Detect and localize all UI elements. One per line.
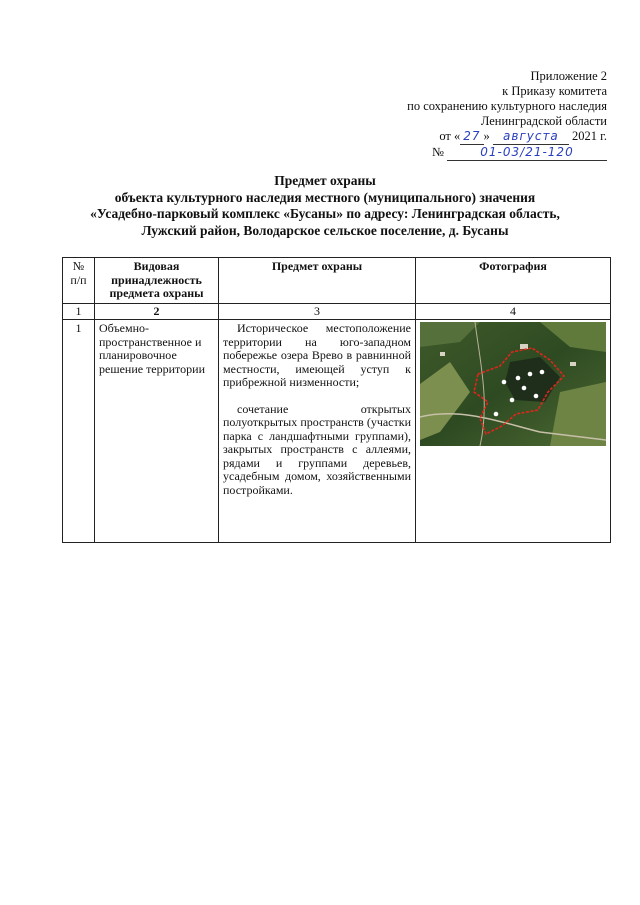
header-category: Видовая принадлежность предмета охраны: [95, 258, 219, 304]
protection-subject-table: [62, 257, 611, 543]
title-line-2: объекта культурного наследия местного (муниципального) значения: [114, 189, 536, 205]
appendix-line-1: Приложение 2: [530, 69, 607, 83]
number-prefix: №: [431, 145, 444, 159]
date-day-handwritten: 27: [460, 129, 483, 145]
header-number: № п/п: [63, 258, 95, 304]
column-number-2: 2: [95, 303, 219, 320]
date-mid: »: [483, 129, 490, 143]
date-month-handwritten: августа: [493, 129, 569, 145]
date-year: 2021 г.: [572, 129, 607, 143]
order-date: [407, 129, 607, 145]
subject-paragraph-1: Историческое местоположение территории на юго-западном побережье озера Врево в равнинной местности, имеющей уступ к прибрежной низменности;: [223, 321, 411, 389]
appendix-line-4: Ленинградской области: [480, 114, 607, 128]
header-photo: Фотография: [416, 258, 611, 304]
order-number: [407, 145, 607, 161]
row-photo: [416, 320, 611, 543]
appendix-line-2: к Приказу комитета: [502, 84, 607, 98]
document-title: [40, 173, 610, 239]
date-prefix: от «: [439, 129, 461, 143]
header-subject: Предмет охраны: [219, 258, 416, 304]
appendix-line-3: по сохранению культурного наследия: [407, 99, 607, 113]
column-number-row: [63, 303, 611, 320]
title-line-3: «Усадебно-парковый комплекс «Бусаны» по адресу: Ленинградская область,: [90, 206, 560, 221]
table-row: [63, 320, 611, 543]
column-number-3: 3: [219, 303, 416, 320]
subject-paragraph-2: сочетание открытых полуоткрытых пространств (участки парка с ландшафтными группами), закрытых пространств с аллеями, рядами и группами деревьев, усадебным домом, хозяйственными постройками.: [223, 401, 411, 497]
column-number-4: 4: [416, 303, 611, 320]
row-subject: [219, 320, 416, 543]
number-handwritten: 01-03/21-120: [447, 145, 607, 161]
title-line-1: Предмет охраны: [274, 173, 376, 188]
column-number-1: 1: [63, 303, 95, 320]
row-number: 1: [63, 320, 95, 543]
table-header-row: [63, 258, 611, 304]
title-line-4: Лужский район, Володарское сельское поселение, д. Бусаны: [141, 222, 509, 238]
row-category: Объемно-пространственное и планировочное решение территории: [95, 320, 219, 543]
appendix-block: [407, 69, 607, 161]
aerial-photo-image: [420, 322, 606, 446]
